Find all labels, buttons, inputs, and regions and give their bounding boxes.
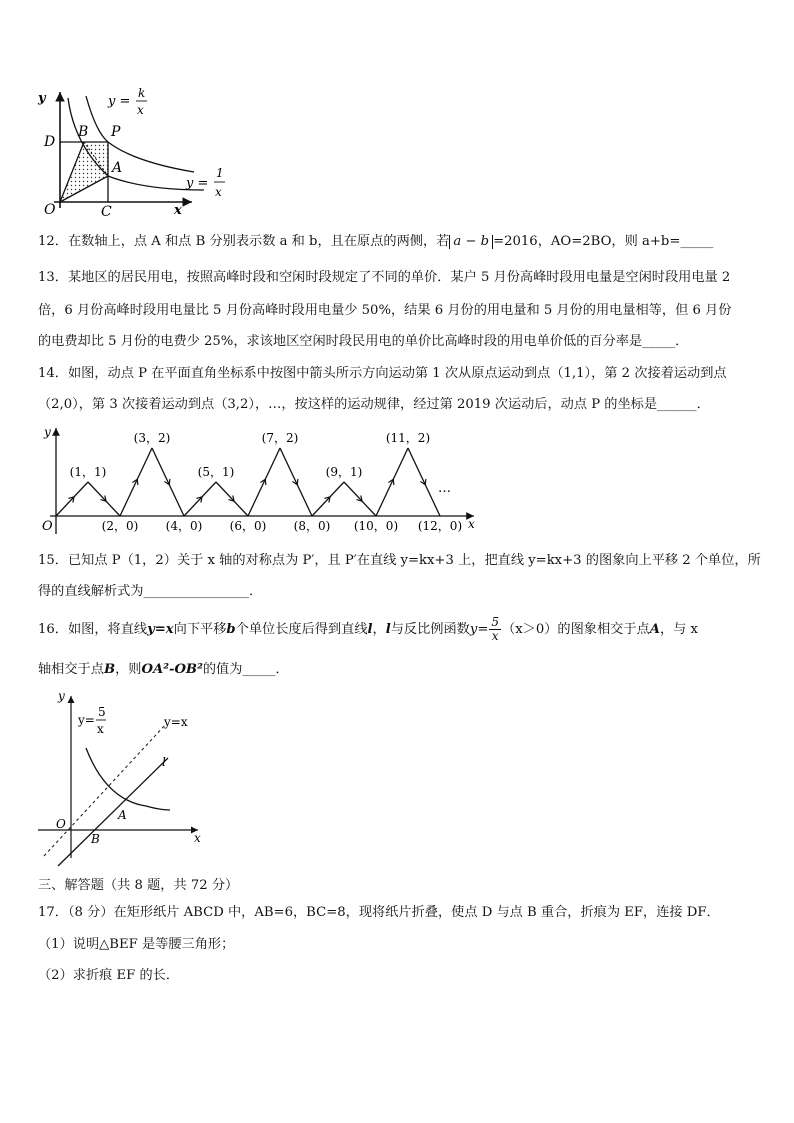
fig2-x-axis-label: x xyxy=(468,517,475,531)
figure-line-hyperbola xyxy=(36,688,216,868)
question-13-line-2: 倍，6 月份高峰时段用电量比 5 月份高峰时段用电量少 50%，结果 6 月份的用电量和 5 月份的用电量相等，但 6 月份 xyxy=(38,303,732,318)
section-3-title: 三、解答题（共 8 题，共 72 分） xyxy=(38,878,239,893)
question-16-line-2 xyxy=(38,660,289,680)
zigzag-segment xyxy=(344,482,376,516)
zigzag-segment xyxy=(248,448,280,516)
zigzag-point-label: (10，0) xyxy=(353,519,399,533)
fig2-y-axis-label: y xyxy=(44,425,51,439)
q16-text-9: 与反比例函数 xyxy=(390,622,470,637)
zigzag-segment xyxy=(152,448,184,516)
curve-k-denominator: x xyxy=(137,103,144,117)
q16-line-yx: y=x xyxy=(147,622,174,637)
zigzag-point-label: (3，2) xyxy=(133,431,171,445)
q16-text-1: 16．如图，将直线 xyxy=(38,622,148,637)
curve-k-formula-lhs: y = xyxy=(108,94,131,109)
q16-frac-denominator: x xyxy=(491,629,499,643)
question-14-line-2: （2,0），第 3 次接着运动到点（3,2），…，按这样的运动规律，经过第 2019 次运动后，动点 P 的坐标是______． xyxy=(38,397,710,412)
q16-text-5: 个单位长度后得到直线 xyxy=(235,622,368,637)
point-c-label: C xyxy=(101,204,112,220)
zigzag-point-label: (5，1) xyxy=(197,465,235,479)
zigzag-point-label: (11，2) xyxy=(385,431,431,445)
q16-func-lhs: y= xyxy=(469,622,489,637)
question-17-line-1: 17．（8 分）在矩形纸片 ABCD 中，AB=6，BC=8，现将纸片折叠，使点 D 与点 B 重合，折痕为 EF，连接 DF． xyxy=(38,905,720,920)
q16-var-l: l xyxy=(367,622,373,637)
zigzag-point-label: (12，0) xyxy=(417,519,463,533)
point-b-label: B xyxy=(78,124,89,140)
q16-expression: OA²-OB² xyxy=(141,662,203,677)
zigzag-segment xyxy=(184,482,216,516)
zigzag-segment xyxy=(376,448,408,516)
point-d-label: D xyxy=(44,134,56,150)
x-axis-label: x xyxy=(174,203,182,218)
question-14-line-1: 14．如图，动点 P 在平面直角坐标系中按图中箭头所示方向运动第 1 次从原点运动到点（1,1），第 2 次接着运动到点 xyxy=(38,366,727,381)
question-12 xyxy=(38,232,713,252)
q16-line2-text-a: 轴相交于点 xyxy=(38,662,104,677)
q16-text-7: ， xyxy=(372,622,386,637)
curve-1-numerator: 1 xyxy=(216,166,224,180)
fig3-curve-denominator: x xyxy=(97,722,104,736)
q16-line2-text-c: ，则 xyxy=(115,662,142,677)
q12-absolute-value: a − b xyxy=(449,235,493,249)
curve-1-denominator: x xyxy=(215,185,222,199)
zigzag-segment xyxy=(88,482,120,516)
fig3-curve-lhs: y= xyxy=(78,713,95,727)
question-13-line-3: 的电费却比 5 月份的电费少 25%，求该地区空闲时段民用电的单价比高峰时段的用电单价低的百分率是_____． xyxy=(38,334,689,349)
q16-var-l-2: l xyxy=(385,622,391,637)
fig3-point-b-label: B xyxy=(91,832,100,846)
zigzag-point-label: (7，2) xyxy=(261,431,299,445)
question-15-line-1: 15．已知点 P（1，2）关于 x 轴的对称点为 P′，且 P′在直线 y=kx+3 上，把直线 y=kx+3 的图象向上平移 2 个单位，所 xyxy=(38,553,761,568)
zigzag-segment xyxy=(408,448,440,516)
zigzag-point-label: (4，0) xyxy=(165,519,203,533)
q16-text-3: 向下平移 xyxy=(173,622,227,637)
question-16-line-1 xyxy=(38,616,698,643)
fig2-origin-label: O xyxy=(42,519,53,534)
question-17-part-2: （2）求折痕 EF 的长． xyxy=(38,968,180,983)
zigzag-segment xyxy=(312,482,344,516)
fig2-ellipsis: … xyxy=(438,481,451,496)
fig3-origin-label: O xyxy=(56,817,66,831)
q16-text-13: ，与 x xyxy=(659,622,698,637)
y-axis-label: y xyxy=(38,91,46,106)
fig3-y-axis-label: y xyxy=(58,689,65,703)
zigzag-segment xyxy=(120,448,152,516)
question-13-line-1: 13．某地区的居民用电，按照高峰时段和空闲时段规定了不同的单价．某户 5 月份高峰时段用电量是空闲时段用电量 2 xyxy=(38,270,731,285)
curve-1-formula-lhs: y = xyxy=(186,176,209,191)
zigzag-point-label: (2，0) xyxy=(101,519,139,533)
fig3-curve-numerator: 5 xyxy=(98,705,106,719)
question-17-part-1: （1）说明△BEF 是等腰三角形； xyxy=(38,937,235,952)
zigzag-segment xyxy=(280,448,312,516)
q12-text-b: =2016，AO=2BO，则 a+b=_____ xyxy=(493,234,714,249)
q16-var-b: b xyxy=(226,622,236,637)
fig3-x-axis-label: x xyxy=(194,831,201,845)
zigzag-segment xyxy=(56,482,88,516)
q16-var-a: A xyxy=(649,622,660,637)
fig3-line-l-label: l xyxy=(162,755,166,769)
q12-text-a: 12．在数轴上，点 A 和点 B 分别表示数 a 和 b，且在原点的两侧，若 xyxy=(38,234,450,249)
zigzag-segment xyxy=(216,482,248,516)
q16-frac-numerator: 5 xyxy=(491,615,500,629)
fig3-point-a-label: A xyxy=(118,808,127,822)
zigzag-point-label: (9，1) xyxy=(325,465,363,479)
zigzag-point-label: (1，1) xyxy=(69,465,107,479)
question-15-line-2: 得的直线解析式为________________． xyxy=(38,584,263,599)
curve-k-numerator: k xyxy=(138,86,146,100)
zigzag-point-label: (8，0) xyxy=(293,519,331,533)
figure-hyperbola-rectangle xyxy=(34,80,254,220)
q16-line2-text-e: 的值为_____． xyxy=(202,662,289,677)
q16-fraction xyxy=(489,616,501,643)
figure-zigzag-path xyxy=(34,422,484,540)
zigzag-point-label: (6，0) xyxy=(229,519,267,533)
q16-text-11: （x＞0）的图象相交于点 xyxy=(502,622,650,637)
fig3-line-yx-label: y=x xyxy=(164,715,188,729)
point-p-label: P xyxy=(111,124,121,140)
point-a-label: A xyxy=(112,160,123,176)
origin-label: O xyxy=(44,202,56,218)
q16-var-b-point: B xyxy=(103,662,116,677)
